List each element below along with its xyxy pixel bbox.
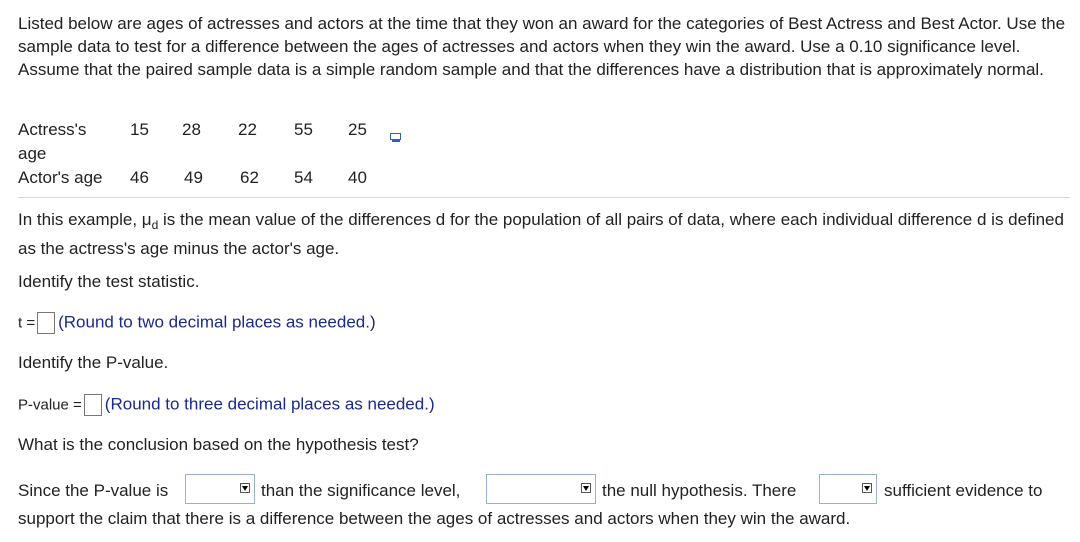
q1-hint: (Round to two decimal places as needed.) <box>58 312 376 332</box>
conclusion-part2: than the significance level, <box>261 481 461 500</box>
actress-label: Actress's <box>18 120 87 139</box>
decision-dropdown[interactable] <box>486 474 596 504</box>
q1-answer-line <box>18 312 376 334</box>
actress-age-4: 55 <box>294 120 313 139</box>
t-label: t = <box>18 314 36 332</box>
dropdown-arrow-icon[interactable] <box>581 483 591 493</box>
q2-answer-line <box>18 394 435 416</box>
actor-age-4: 54 <box>294 168 313 187</box>
actress-age-3: 22 <box>238 120 257 139</box>
p-value-label: P-value = <box>18 396 82 414</box>
actor-label: Actor's age <box>18 168 103 187</box>
section-divider <box>18 197 1070 198</box>
p-value-input[interactable] <box>84 394 102 416</box>
actress-label-cont: age <box>18 144 47 163</box>
t-statistic-input[interactable] <box>37 312 55 334</box>
actor-age-1: 46 <box>130 168 149 187</box>
dropdown-arrow-icon[interactable] <box>862 483 872 493</box>
conclusion-line2: support the claim that there is a difference between the ages of actresses and actors when they win the award. <box>18 509 851 528</box>
copy-data-icon[interactable] <box>390 128 402 138</box>
dropdown-arrow-icon[interactable] <box>240 483 250 493</box>
conclusion-part4: sufficient evidence to <box>884 481 1043 500</box>
actress-age-1: 15 <box>130 120 149 139</box>
mu-subscript: d <box>151 218 159 232</box>
problem-intro: Listed below are ages of actresses and actors at the time that they won an award for the categories of Best Actress and Best Actor. Use the sample data to test for a difference between the ages of actresses and actors when they win the award. Use a 0.10 significance level. Assume that the paired sample data is a simple random sample and that the differences have a distribution that is approximately normal. <box>18 14 1066 79</box>
conclusion-part3: the null hypothesis. There <box>602 481 797 500</box>
mu-text-after: is the mean value of the differences d for the population of all pairs of data, where each individual difference d is defined as the actress's age minus the actor's age. <box>18 210 1064 258</box>
q1-prompt: Identify the test statistic. <box>18 272 200 291</box>
mu-symbol: μ <box>141 210 152 229</box>
comparison-dropdown[interactable] <box>185 474 255 504</box>
q2-hint: (Round to three decimal places as needed.) <box>104 394 435 414</box>
actor-age-2: 49 <box>184 168 203 187</box>
evidence-dropdown[interactable] <box>819 474 877 504</box>
actor-age-3: 62 <box>240 168 259 187</box>
actor-age-5: 40 <box>348 168 367 187</box>
mu-text-before: In this example, <box>18 210 142 229</box>
conclusion-part1: Since the P-value is <box>18 481 169 500</box>
q3-prompt: What is the conclusion based on the hypothesis test? <box>18 435 419 454</box>
actress-age-5: 25 <box>348 120 367 139</box>
mu-definition <box>18 206 1068 263</box>
actress-age-2: 28 <box>182 120 201 139</box>
q2-prompt: Identify the P-value. <box>18 353 169 372</box>
